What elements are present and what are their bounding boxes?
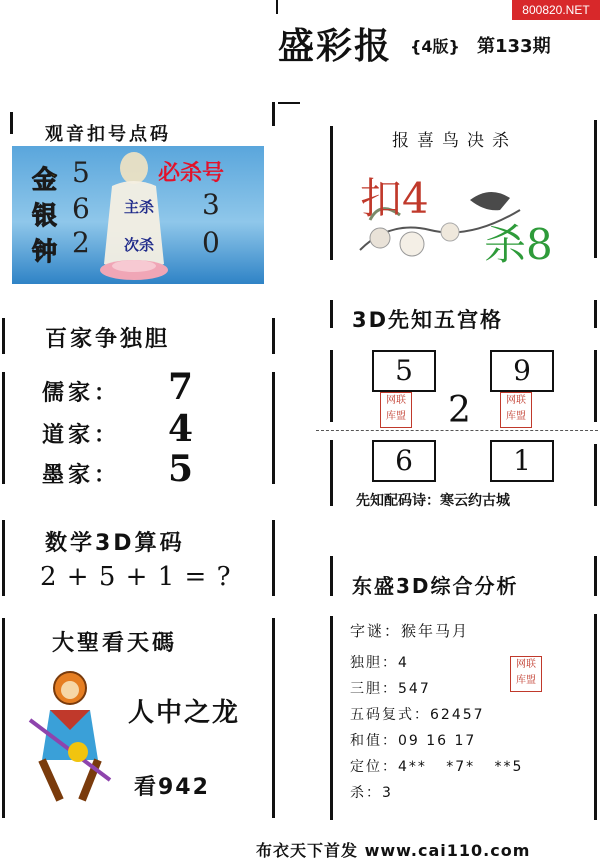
right-edge-bar xyxy=(594,120,597,258)
second-kill-label: 次杀 xyxy=(124,236,155,254)
main-kill-label: 主杀 xyxy=(124,198,155,216)
analysis-sum: 和值：09 16 17 xyxy=(350,733,477,749)
issue-number: 第133期 xyxy=(477,36,551,57)
right-edge-bar xyxy=(594,444,597,506)
left-edge-bar xyxy=(2,520,5,596)
kou-value: 4 xyxy=(402,174,429,223)
mid-bar xyxy=(272,520,275,596)
right-col-bar xyxy=(330,300,333,328)
right-col-bar xyxy=(330,440,333,506)
seal-stamp-icon: 网联 库盟 xyxy=(380,392,412,428)
masthead-title: 盛彩报 xyxy=(278,26,393,67)
right-edge-bar xyxy=(594,614,597,820)
silver-value: 6 xyxy=(72,192,90,225)
main-kill-value: 3 xyxy=(202,188,220,221)
mid-bar xyxy=(272,318,275,354)
footer-credit[interactable]: 布衣天下首发 www.cai110.com xyxy=(256,841,531,860)
left-edge-bar xyxy=(2,318,5,354)
left-edge-bar xyxy=(2,618,5,818)
right-col-bar xyxy=(330,126,333,260)
sage-phrase: 人中之龙 xyxy=(128,698,241,728)
sha-label: 杀 xyxy=(484,220,527,269)
wugong-poem: 先知配码诗：寒云约古城 xyxy=(356,493,510,509)
dao-label: 道家： xyxy=(42,423,121,448)
guanyin-title: 观音扣号点码 xyxy=(45,124,171,145)
analysis-position: 定位：4** *7* **5 xyxy=(350,759,524,775)
grid-midline xyxy=(316,430,598,431)
top-divider xyxy=(276,0,278,14)
analysis-triple: 三胆：547 xyxy=(350,681,431,697)
wugong-title: 3D先知五宫格 xyxy=(352,308,504,332)
grid-center: 2 xyxy=(448,390,471,431)
mo-label: 墨家： xyxy=(42,463,121,488)
guanyin-panel xyxy=(12,146,264,284)
math-equation: 2 + 5 + 1 = ? xyxy=(40,562,232,592)
must-kill-label: 必杀号 xyxy=(158,161,225,186)
right-col-bar xyxy=(330,616,333,820)
right-edge-bar xyxy=(594,300,597,328)
dao-value: 4 xyxy=(168,408,194,450)
grid-bottom-right: 1 xyxy=(490,440,554,482)
analysis-title: 东盛3D综合分析 xyxy=(352,574,519,598)
kou-label: 扣 xyxy=(360,174,403,223)
right-edge-bar xyxy=(594,556,597,596)
left-edge-bar xyxy=(10,112,13,134)
grid-top-right: 9 xyxy=(490,350,554,392)
mid-bar xyxy=(272,618,275,818)
analysis-kill: 杀：3 xyxy=(350,785,393,801)
left-edge-bar xyxy=(2,372,5,484)
mid-bar xyxy=(272,372,275,484)
mid-bar xyxy=(272,102,275,126)
analysis-single: 独胆：4 xyxy=(350,655,409,671)
edition-label: {4版} xyxy=(410,37,460,56)
bell-label: 钟 xyxy=(32,237,58,266)
header-rule xyxy=(278,102,300,104)
ru-label: 儒家： xyxy=(42,381,121,406)
analysis-five: 五码复式：62457 xyxy=(350,707,485,723)
mo-value: 5 xyxy=(168,448,194,490)
second-kill-value: 0 xyxy=(202,226,220,259)
grid-top-left: 5 xyxy=(372,350,436,392)
baijia-title: 百家争独胆 xyxy=(45,327,171,352)
seal-stamp-icon: 网联 库盟 xyxy=(500,392,532,428)
sage-watch: 看942 xyxy=(134,775,210,800)
gold-label: 金 xyxy=(32,165,58,194)
gold-value: 5 xyxy=(72,156,90,189)
site-badge[interactable]: 800820.NET xyxy=(512,0,600,20)
right-col-bar xyxy=(330,556,333,596)
monkey-king-icon xyxy=(20,660,120,810)
sha-value: 8 xyxy=(526,220,553,269)
analysis-riddle: 字谜：猴年马月 xyxy=(350,622,470,640)
seal-stamp-icon: 网联 库盟 xyxy=(510,656,542,692)
sage-title: 大聖看天碼 xyxy=(52,631,178,656)
right-col-bar xyxy=(330,350,333,422)
math-title: 数学3D算码 xyxy=(45,531,185,556)
ru-value: 7 xyxy=(168,366,194,408)
bird-title: 报喜鸟决杀 xyxy=(392,131,517,151)
right-edge-bar xyxy=(594,350,597,422)
silver-label: 银 xyxy=(32,201,58,230)
grid-bottom-left: 6 xyxy=(372,440,436,482)
bell-value: 2 xyxy=(72,226,90,259)
